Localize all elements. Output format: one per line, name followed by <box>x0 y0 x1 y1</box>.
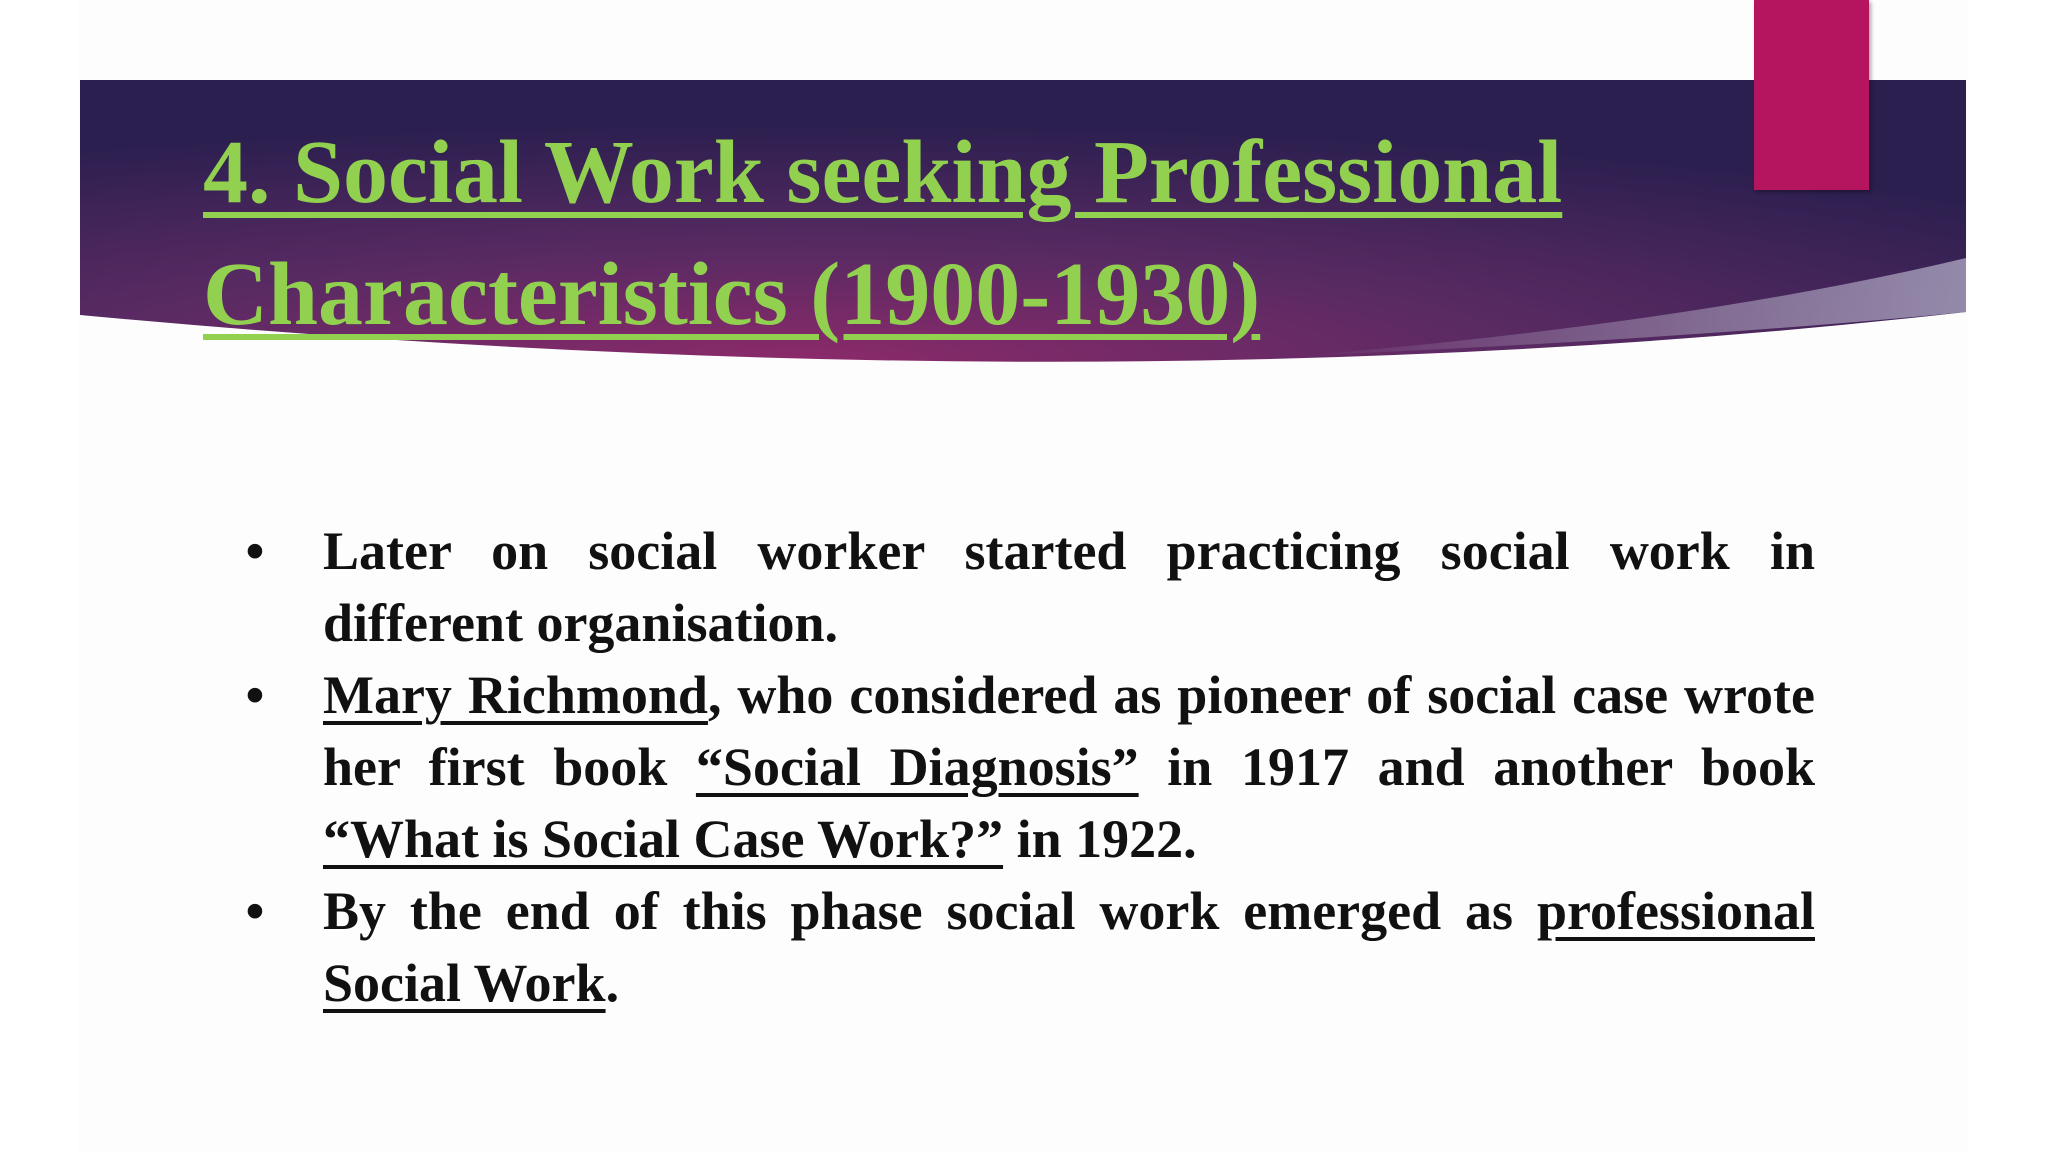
bullet-list <box>240 515 1815 1019</box>
bullet-text: By the end of this phase social work emerged as <box>323 881 1537 941</box>
bullet-text: in 1922. <box>1003 809 1197 869</box>
bullet-text: in 1917 and another book <box>1138 737 1815 797</box>
book-title-social-case-work: “What is Social Case Work?” <box>323 809 1004 869</box>
bullet-item <box>240 875 1815 1019</box>
book-title-social-diagnosis: “Social Diagnosis” <box>695 737 1139 797</box>
bullet-text: , who considered as pioneer of social case wrote her first book <box>323 665 1815 797</box>
key-term: professional Social Work <box>323 881 1815 1013</box>
bullet-dot: • <box>245 665 265 725</box>
bullet-text: Later on social worker started practicing social work in different organisation. <box>323 521 1815 653</box>
slide-title <box>203 112 1763 356</box>
bullet-text: . <box>605 953 620 1013</box>
person-name: Mary Richmond <box>323 665 708 725</box>
title-line-1: 4. Social Work seeking Professional <box>203 123 1563 222</box>
bullet-dot: • <box>245 881 265 941</box>
title-line-2: Characteristics (1900-1930) <box>203 245 1261 344</box>
bullet-item <box>240 515 1815 659</box>
bullet-item <box>240 659 1815 875</box>
bullet-dot: • <box>245 521 265 581</box>
accent-tab <box>1754 0 1869 190</box>
